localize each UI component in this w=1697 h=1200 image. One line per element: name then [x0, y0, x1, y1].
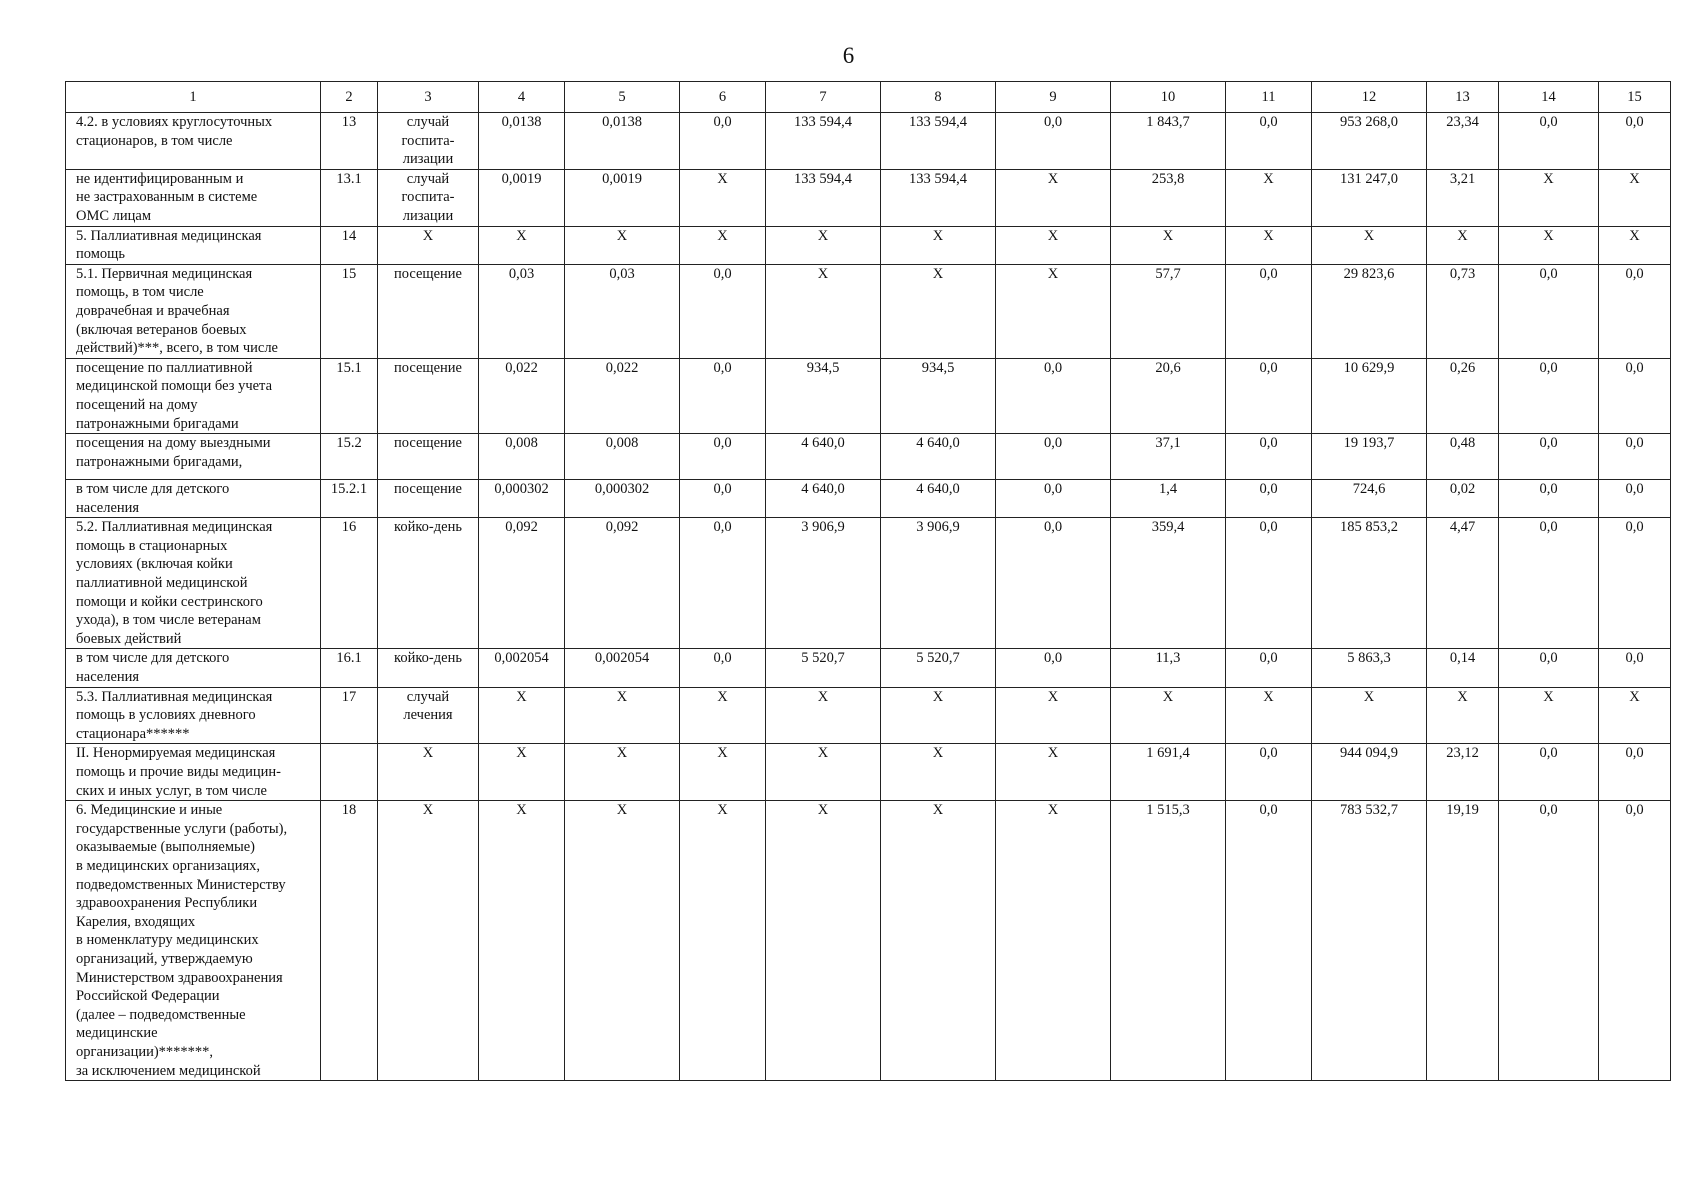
- value-cell: 23,12: [1427, 744, 1499, 801]
- table-row: [66, 358, 1671, 433]
- value-cell: 0,48: [1427, 434, 1499, 480]
- row-description: посещения на дому выездными патронажными бригадами,: [66, 434, 321, 480]
- row-unit: случай госпита- лизации: [378, 113, 479, 170]
- value-cell: Х: [1226, 687, 1312, 744]
- row-description: посещение по паллиативной медицинской помощи без учета посещений на дому патронажными бригадами: [66, 358, 321, 433]
- table-row: [66, 801, 1671, 1081]
- value-cell: 0,092: [479, 518, 565, 649]
- value-cell: Х: [766, 801, 881, 1081]
- value-cell: Х: [1312, 687, 1427, 744]
- value-cell: 0,0: [1599, 518, 1671, 649]
- value-cell: 0,0: [1499, 358, 1599, 433]
- value-cell: Х: [1599, 169, 1671, 226]
- value-cell: Х: [1427, 226, 1499, 264]
- value-cell: 4 640,0: [766, 434, 881, 480]
- row-unit: посещение: [378, 264, 479, 358]
- value-cell: 0,000302: [479, 480, 565, 518]
- row-number: 14: [321, 226, 378, 264]
- value-cell: 133 594,4: [766, 113, 881, 170]
- value-cell: 19 193,7: [1312, 434, 1427, 480]
- value-cell: 0,0: [996, 518, 1111, 649]
- value-cell: 0,002054: [479, 649, 565, 687]
- value-cell: 4 640,0: [881, 434, 996, 480]
- table-row: [66, 744, 1671, 801]
- value-cell: 0,0019: [479, 169, 565, 226]
- value-cell: 0,0: [1499, 113, 1599, 170]
- value-cell: 0,0: [996, 434, 1111, 480]
- value-cell: 29 823,6: [1312, 264, 1427, 358]
- value-cell: Х: [680, 226, 766, 264]
- header-cell: 8: [881, 82, 996, 113]
- value-cell: 4 640,0: [881, 480, 996, 518]
- value-cell: Х: [996, 226, 1111, 264]
- value-cell: 0,02: [1427, 480, 1499, 518]
- value-cell: Х: [1226, 226, 1312, 264]
- value-cell: 0,14: [1427, 649, 1499, 687]
- value-cell: Х: [1427, 687, 1499, 744]
- value-cell: 1 691,4: [1111, 744, 1226, 801]
- value-cell: 0,0: [680, 480, 766, 518]
- value-cell: Х: [881, 264, 996, 358]
- value-cell: 185 853,2: [1312, 518, 1427, 649]
- table-row: [66, 264, 1671, 358]
- value-cell: 0,0: [996, 358, 1111, 433]
- value-cell: 0,0: [1599, 113, 1671, 170]
- value-cell: Х: [479, 226, 565, 264]
- value-cell: 0,008: [565, 434, 680, 480]
- value-cell: Х: [766, 744, 881, 801]
- value-cell: 0,0: [996, 649, 1111, 687]
- value-cell: 0,03: [479, 264, 565, 358]
- value-cell: 0,0: [1499, 801, 1599, 1081]
- value-cell: Х: [1111, 226, 1226, 264]
- value-cell: 0,0: [680, 518, 766, 649]
- row-description: 4.2. в условиях круглосуточных стационаров, в том числе: [66, 113, 321, 170]
- value-cell: 133 594,4: [766, 169, 881, 226]
- value-cell: Х: [565, 744, 680, 801]
- value-cell: 0,0: [1499, 264, 1599, 358]
- row-description: 5.3. Паллиативная медицинская помощь в условиях дневного стационара******: [66, 687, 321, 744]
- value-cell: 1 515,3: [1111, 801, 1226, 1081]
- value-cell: 0,0: [1599, 744, 1671, 801]
- value-cell: Х: [1599, 226, 1671, 264]
- value-cell: Х: [680, 801, 766, 1081]
- header-cell: 9: [996, 82, 1111, 113]
- data-table: [65, 81, 1671, 1081]
- row-description: 6. Медицинские и иные государственные услуги (работы), оказываемые (выполняемые) в медицинских организациях, подведомственных Министерству здравоохранения Республики Карелия, входящих в номенклатуру медицинских организаций, утверждаемую Министерством здравоохранения Российской Федерации (далее – подведомственные медицинские организации)*******, за исключением медицинской: [66, 801, 321, 1081]
- value-cell: 133 594,4: [881, 169, 996, 226]
- value-cell: Х: [680, 169, 766, 226]
- value-cell: Х: [479, 801, 565, 1081]
- value-cell: Х: [881, 226, 996, 264]
- value-cell: 0,0019: [565, 169, 680, 226]
- row-description: в том числе для детского населения: [66, 480, 321, 518]
- value-cell: 724,6: [1312, 480, 1427, 518]
- table-row: [66, 226, 1671, 264]
- value-cell: Х: [881, 687, 996, 744]
- row-description: 5. Паллиативная медицинская помощь: [66, 226, 321, 264]
- value-cell: Х: [1226, 169, 1312, 226]
- row-number: 13: [321, 113, 378, 170]
- value-cell: 934,5: [881, 358, 996, 433]
- value-cell: 0,0: [1226, 434, 1312, 480]
- value-cell: 3 906,9: [766, 518, 881, 649]
- value-cell: 0,0: [1226, 518, 1312, 649]
- value-cell: 23,34: [1427, 113, 1499, 170]
- header-cell: 4: [479, 82, 565, 113]
- header-cell: 3: [378, 82, 479, 113]
- row-unit: Х: [378, 744, 479, 801]
- value-cell: Х: [680, 744, 766, 801]
- value-cell: Х: [1111, 687, 1226, 744]
- header-cell: 5: [565, 82, 680, 113]
- header-row: [66, 82, 1671, 113]
- value-cell: 0,0: [1599, 649, 1671, 687]
- value-cell: 0,0: [1226, 358, 1312, 433]
- value-cell: Х: [996, 264, 1111, 358]
- table-row: [66, 649, 1671, 687]
- value-cell: 0,0: [680, 434, 766, 480]
- table-row: [66, 113, 1671, 170]
- value-cell: 0,002054: [565, 649, 680, 687]
- header-cell: 15: [1599, 82, 1671, 113]
- value-cell: Х: [996, 687, 1111, 744]
- row-unit: Х: [378, 801, 479, 1081]
- row-unit: случай госпита- лизации: [378, 169, 479, 226]
- value-cell: 0,0: [1499, 518, 1599, 649]
- value-cell: Х: [479, 687, 565, 744]
- value-cell: 0,0138: [565, 113, 680, 170]
- row-description: II. Ненормируемая медицинская помощь и прочие виды медицин- ских и иных услуг, в том числе: [66, 744, 321, 801]
- value-cell: 0,0: [680, 649, 766, 687]
- value-cell: 0,0: [1226, 649, 1312, 687]
- value-cell: 0,0: [1599, 264, 1671, 358]
- value-cell: 359,4: [1111, 518, 1226, 649]
- header-cell: 2: [321, 82, 378, 113]
- value-cell: Х: [1312, 226, 1427, 264]
- value-cell: 0,0: [680, 264, 766, 358]
- page-number: 6: [842, 43, 855, 68]
- row-number: 15.2: [321, 434, 378, 480]
- value-cell: 5 863,3: [1312, 649, 1427, 687]
- value-cell: 0,0: [1499, 649, 1599, 687]
- value-cell: 0,0: [1499, 434, 1599, 480]
- row-description: 5.1. Первичная медицинская помощь, в том числе доврачебная и врачебная (включая ветеранов боевых действий)***, всего, в том числе: [66, 264, 321, 358]
- table-row: [66, 169, 1671, 226]
- value-cell: 0,0: [1226, 480, 1312, 518]
- table-body: [66, 82, 1671, 1081]
- value-cell: 57,7: [1111, 264, 1226, 358]
- header-cell: 10: [1111, 82, 1226, 113]
- value-cell: 4,47: [1427, 518, 1499, 649]
- value-cell: Х: [565, 226, 680, 264]
- header-cell: 7: [766, 82, 881, 113]
- header-cell: 14: [1499, 82, 1599, 113]
- value-cell: 37,1: [1111, 434, 1226, 480]
- value-cell: Х: [766, 687, 881, 744]
- value-cell: Х: [881, 744, 996, 801]
- row-number: 18: [321, 801, 378, 1081]
- value-cell: 0,0: [996, 480, 1111, 518]
- row-unit: посещение: [378, 358, 479, 433]
- value-cell: Х: [996, 801, 1111, 1081]
- value-cell: 3 906,9: [881, 518, 996, 649]
- value-cell: 131 247,0: [1312, 169, 1427, 226]
- table-row: [66, 518, 1671, 649]
- value-cell: 934,5: [766, 358, 881, 433]
- row-unit: койко-день: [378, 649, 479, 687]
- value-cell: 0,0: [680, 358, 766, 433]
- value-cell: 953 268,0: [1312, 113, 1427, 170]
- header-cell: 12: [1312, 82, 1427, 113]
- value-cell: 1,4: [1111, 480, 1226, 518]
- row-description: не идентифицированным и не застрахованным в системе ОМС лицам: [66, 169, 321, 226]
- value-cell: 0,0: [1499, 480, 1599, 518]
- value-cell: 0,0: [996, 113, 1111, 170]
- value-cell: 0,0: [680, 113, 766, 170]
- value-cell: 0,092: [565, 518, 680, 649]
- value-cell: Х: [479, 744, 565, 801]
- value-cell: 944 094,9: [1312, 744, 1427, 801]
- value-cell: 0,0: [1226, 264, 1312, 358]
- value-cell: 0,008: [479, 434, 565, 480]
- value-cell: 0,022: [479, 358, 565, 433]
- value-cell: Х: [565, 687, 680, 744]
- value-cell: 0,0138: [479, 113, 565, 170]
- table-row: [66, 687, 1671, 744]
- row-number: 13.1: [321, 169, 378, 226]
- value-cell: 783 532,7: [1312, 801, 1427, 1081]
- value-cell: 0,0: [1599, 480, 1671, 518]
- value-cell: Х: [1599, 687, 1671, 744]
- row-unit: случай лечения: [378, 687, 479, 744]
- header-cell: 11: [1226, 82, 1312, 113]
- value-cell: Х: [996, 744, 1111, 801]
- value-cell: 19,19: [1427, 801, 1499, 1081]
- value-cell: 0,022: [565, 358, 680, 433]
- value-cell: Х: [766, 264, 881, 358]
- value-cell: 0,26: [1427, 358, 1499, 433]
- row-number: [321, 744, 378, 801]
- row-number: 15: [321, 264, 378, 358]
- value-cell: Х: [1499, 169, 1599, 226]
- row-description: в том числе для детского населения: [66, 649, 321, 687]
- value-cell: 10 629,9: [1312, 358, 1427, 433]
- value-cell: 0,0: [1599, 801, 1671, 1081]
- value-cell: 0,0: [1226, 744, 1312, 801]
- value-cell: Х: [680, 687, 766, 744]
- value-cell: 4 640,0: [766, 480, 881, 518]
- row-unit: посещение: [378, 480, 479, 518]
- value-cell: 5 520,7: [881, 649, 996, 687]
- row-unit: посещение: [378, 434, 479, 480]
- value-cell: Х: [1499, 687, 1599, 744]
- value-cell: 0,0: [1599, 434, 1671, 480]
- value-cell: Х: [565, 801, 680, 1081]
- row-number: 15.1: [321, 358, 378, 433]
- value-cell: 11,3: [1111, 649, 1226, 687]
- header-cell: 6: [680, 82, 766, 113]
- header-cell: 1: [66, 82, 321, 113]
- value-cell: 0,000302: [565, 480, 680, 518]
- row-number: 17: [321, 687, 378, 744]
- value-cell: 0,0: [1499, 744, 1599, 801]
- value-cell: 253,8: [1111, 169, 1226, 226]
- value-cell: Х: [766, 226, 881, 264]
- value-cell: 133 594,4: [881, 113, 996, 170]
- value-cell: 0,03: [565, 264, 680, 358]
- row-unit: Х: [378, 226, 479, 264]
- value-cell: 0,0: [1599, 358, 1671, 433]
- header-cell: 13: [1427, 82, 1499, 113]
- row-number: 15.2.1: [321, 480, 378, 518]
- value-cell: 20,6: [1111, 358, 1226, 433]
- value-cell: 3,21: [1427, 169, 1499, 226]
- row-number: 16.1: [321, 649, 378, 687]
- value-cell: 0,73: [1427, 264, 1499, 358]
- value-cell: 5 520,7: [766, 649, 881, 687]
- value-cell: Х: [996, 169, 1111, 226]
- value-cell: 0,0: [1226, 113, 1312, 170]
- table-row: [66, 480, 1671, 518]
- value-cell: 1 843,7: [1111, 113, 1226, 170]
- row-unit: койко-день: [378, 518, 479, 649]
- value-cell: Х: [881, 801, 996, 1081]
- value-cell: 0,0: [1226, 801, 1312, 1081]
- table-row: [66, 434, 1671, 480]
- value-cell: Х: [1499, 226, 1599, 264]
- row-description: 5.2. Паллиативная медицинская помощь в стационарных условиях (включая койки паллиативной медицинской помощи и койки сестринского ухода), в том числе ветеранам боевых действий: [66, 518, 321, 649]
- row-number: 16: [321, 518, 378, 649]
